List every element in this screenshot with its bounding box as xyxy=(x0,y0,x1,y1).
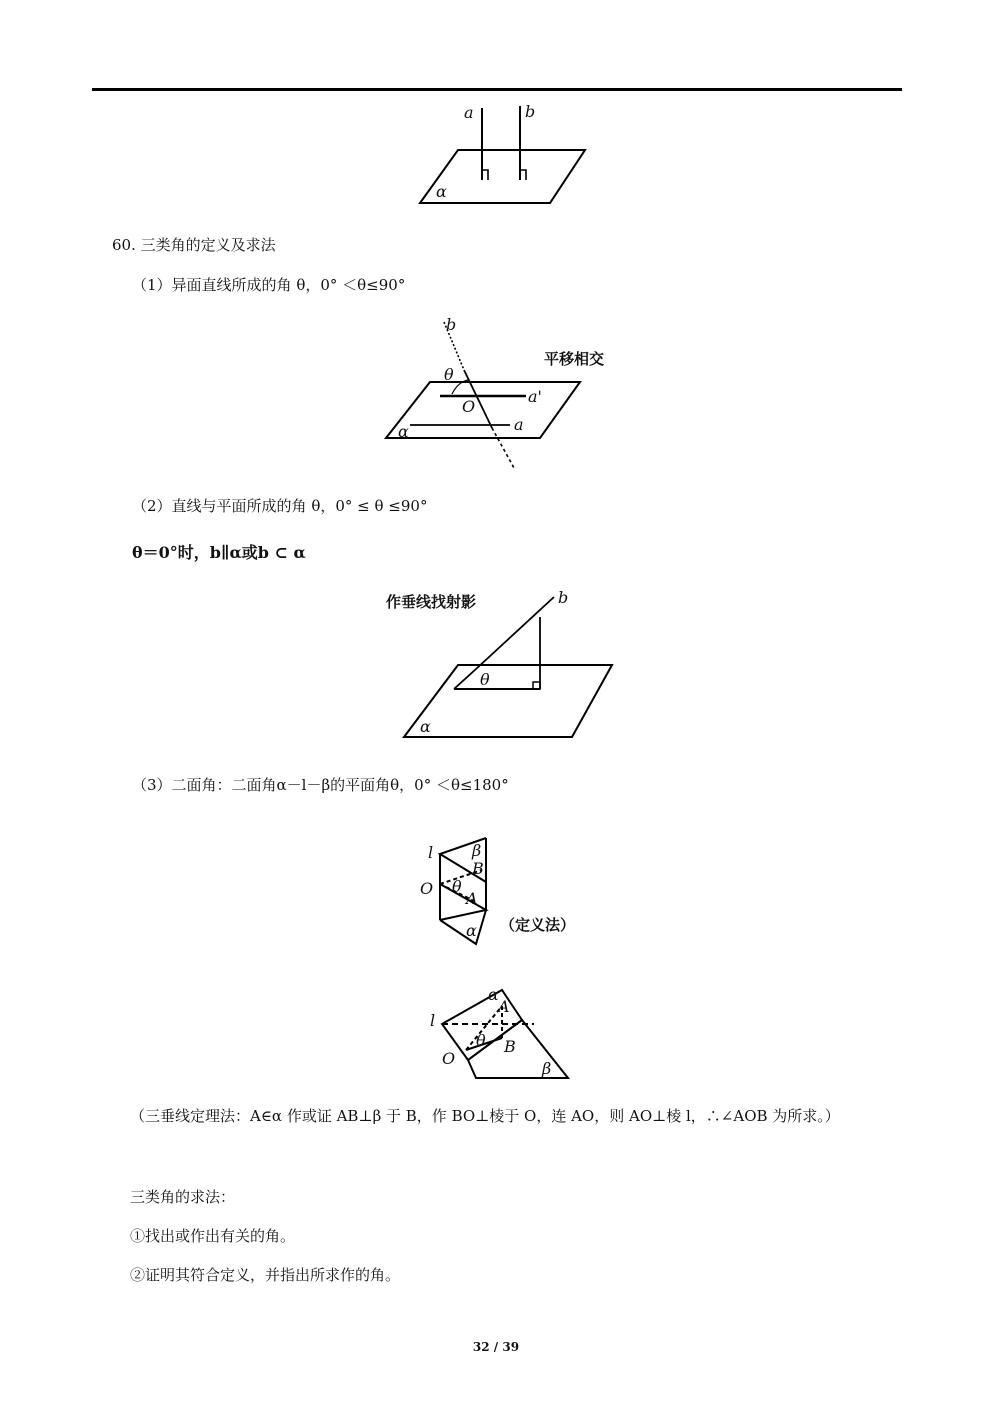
label-theta: θ xyxy=(444,365,454,384)
step-2: ②证明其符合定义，并指出所求作的角。 xyxy=(130,1266,401,1284)
label-alpha: α xyxy=(436,182,447,201)
label-alpha: α xyxy=(398,422,409,441)
figure-skew-lines xyxy=(380,310,630,475)
item-2-line-plane: （2）直线与平面所成的角 θ，0° ≤ θ ≤90° xyxy=(132,497,428,515)
label-b-point: B xyxy=(472,859,484,878)
label-b: b xyxy=(525,102,536,121)
item-1-skew-lines: （1）异面直线所成的角 θ，0° ＜θ≤90° xyxy=(132,276,406,294)
label-alpha: α xyxy=(420,717,431,736)
step-1: ①找出或作出有关的角。 xyxy=(130,1227,296,1245)
header-rule xyxy=(92,88,902,91)
methods-title: 三类角的求法： xyxy=(130,1188,236,1206)
section-title: 60. 三类角的定义及求法 xyxy=(112,236,276,254)
figure-parallel-perpendicular-lines xyxy=(410,100,600,210)
label-o: O xyxy=(442,1049,456,1068)
label-b-point: B xyxy=(504,1037,516,1056)
label-o: O xyxy=(420,879,434,898)
figure-dihedral-three-perpendiculars xyxy=(426,984,576,1084)
figure-line-plane-angle xyxy=(380,585,630,745)
label-a-point: A xyxy=(498,997,510,1016)
label-beta: β xyxy=(472,841,482,860)
label-l: l xyxy=(430,1011,436,1030)
caption-perpendicular-projection: 作垂线找射影 xyxy=(386,593,477,611)
label-theta: θ xyxy=(480,670,490,689)
label-alpha: α xyxy=(488,985,499,1004)
label-alpha: α xyxy=(466,921,477,940)
label-o: O xyxy=(462,397,476,416)
item-3-dihedral: （3）二面角：二面角α－l－β的平面角θ，0° ＜θ≤180° xyxy=(132,776,509,794)
label-l: l xyxy=(428,843,434,862)
label-beta: β xyxy=(542,1059,552,1078)
label-b: b xyxy=(558,588,569,607)
caption-translate: 平移相交 xyxy=(544,350,605,368)
label-a-prime: a' xyxy=(528,387,542,406)
label-theta: θ xyxy=(476,1031,486,1050)
caption-definition-method: （定义法） xyxy=(500,916,576,934)
label-a: a xyxy=(464,103,474,122)
label-b: b xyxy=(446,315,457,334)
page-number: 32 / 39 xyxy=(472,1340,520,1354)
figure-dihedral-definition xyxy=(414,830,594,955)
label-a: a xyxy=(514,415,524,434)
label-theta: θ xyxy=(452,877,462,896)
item-2-note: θ＝0°时，b∥α或b ⊂ α xyxy=(132,543,306,562)
three-perpendiculars-paragraph: （三垂线定理法：A∈α 作或证 AB⊥β 于 B，作 BO⊥棱于 O，连 AO，则 AO⊥棱 l，∴∠AOB 为所求。） xyxy=(130,1107,840,1125)
label-a-point: A xyxy=(466,889,478,908)
